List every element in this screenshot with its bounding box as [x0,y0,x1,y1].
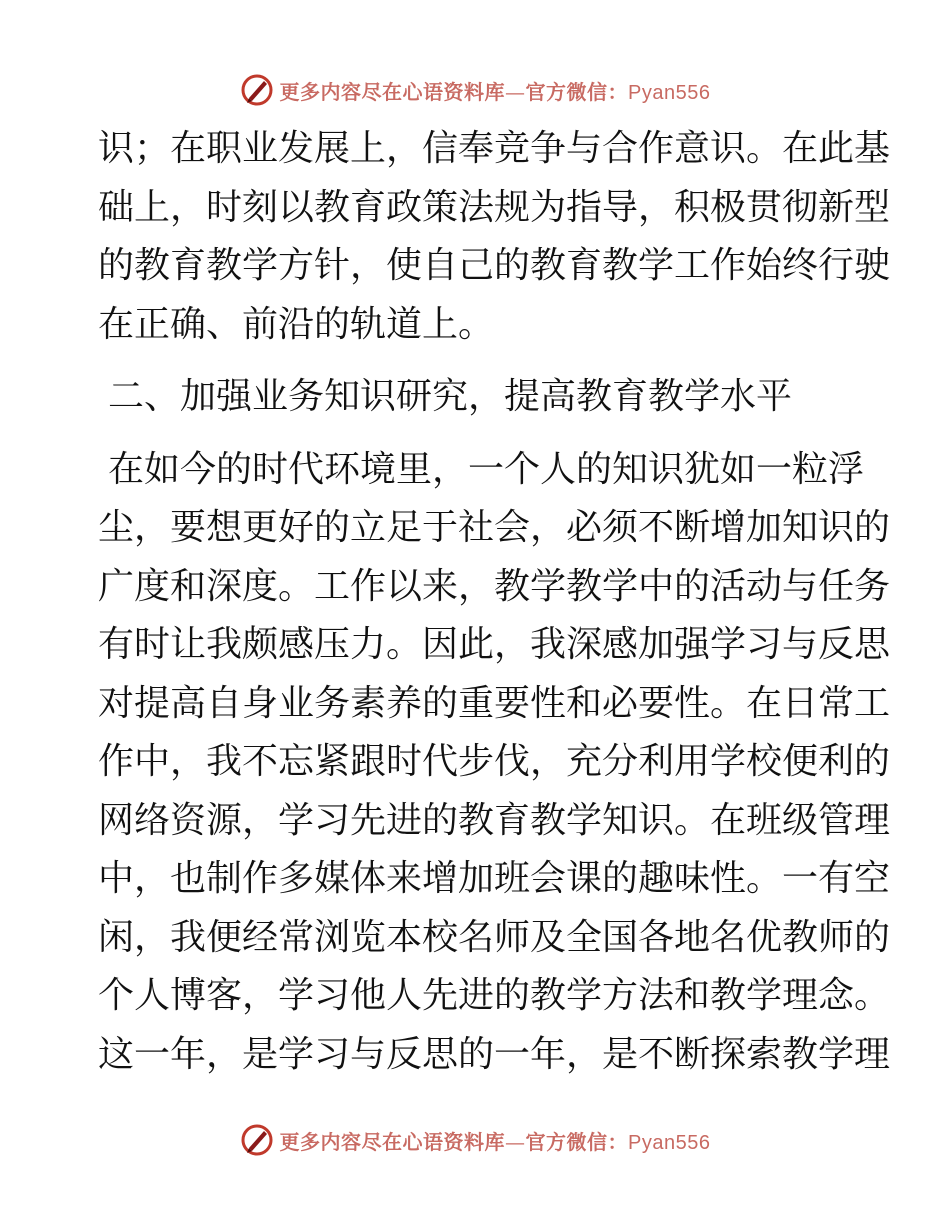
header-brand: 更多内容尽在心语资料库 [279,79,506,104]
header-brand-text [280,76,711,105]
text-line: 在正确、前沿的轨道上。 [98,303,495,345]
text-line: 这一年，是学习与反思的一年，是不断探索教学理 [98,1033,891,1075]
header-contact-label: 官方微信： [525,79,629,104]
document-body [98,120,891,1084]
text-line: 中，也制作多媒体来增加班会课的趣味性。一有空 [98,858,891,899]
header-banner [0,70,950,110]
footer-brand-text [280,1126,711,1155]
quill-pen-logo-icon [240,1123,274,1157]
text-line: 网络资源，学习先进的教育教学知识。在班级管理 [98,799,891,841]
text-line: 广度和深度。工作以来，教学教学中的活动与任务 [98,565,891,607]
footer-wechat-id: Pyan556 [628,1131,711,1154]
footer-contact-label: 官方微信： [525,1129,629,1154]
section-heading: 二、加强业务知识研究，提高教育教学水平 [108,376,793,417]
header-separator: — [505,79,526,104]
text-line: 础上，时刻以教育政策法规为指导，积极贯彻新型 [98,186,891,228]
text-line: 有时让我颇感压力。因此，我深感加强学习与反思 [98,624,891,665]
footer-brand: 更多内容尽在心语资料库 [279,1129,506,1154]
footer-banner [0,1120,950,1160]
paragraph-1 [98,120,891,354]
text-line: 对提高自身业务素养的重要性和必要性。在日常工 [98,682,891,724]
paragraph-2 [98,441,891,1085]
text-line: 识；在职业发展上，信奉竞争与合作意识。在此基 [98,128,891,169]
text-line: 闲，我便经常浏览本校名师及全国各地名优教师的 [98,916,891,958]
text-line: 的教育教学方针，使自己的教育教学工作始终行驶 [98,245,891,286]
text-line: 在如今的时代环境里，一个人的知识犹如一粒浮 [108,448,865,490]
text-line: 作中，我不忘紧跟时代步伐，充分利用学校便利的 [98,741,891,782]
text-line: 尘，要想更好的立足于社会，必须不断增加知识的 [98,507,891,548]
text-line: 个人博客，学习他人先进的教学方法和教学理念。 [98,975,891,1016]
quill-pen-logo-icon [240,73,274,107]
header-wechat-id: Pyan556 [628,81,711,104]
footer-separator: — [505,1129,526,1154]
